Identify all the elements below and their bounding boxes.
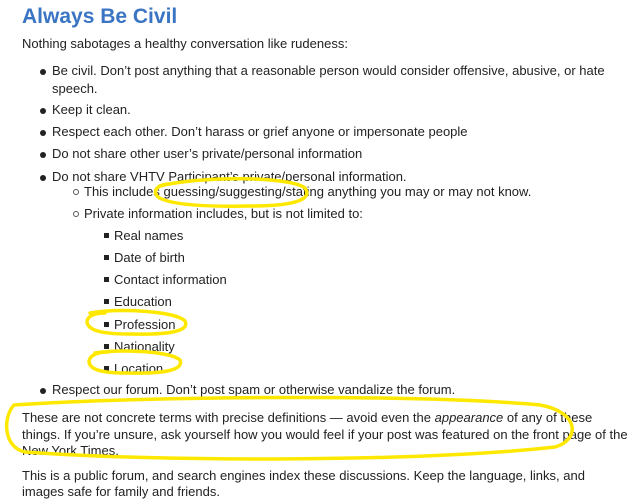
private-item-contact: Contact information	[114, 272, 227, 287]
square-bullet-marker	[104, 344, 109, 349]
rule-be-civil-cont: speech.	[52, 81, 98, 96]
rule-be-civil: Be civil. Don’t post anything that a reasonable person would consider offensive, abusive, or hate	[52, 63, 605, 78]
sub-rule-includes-post: anything you may or may not know.	[323, 184, 532, 199]
sub-bullet-marker	[73, 189, 79, 195]
square-bullet-marker	[104, 322, 109, 327]
closing-emphasis: appearance	[434, 410, 504, 425]
footer-line-1: This is a public forum, and search engines index these discussions. Keep the language, links, and	[22, 468, 585, 483]
rule-keep-clean: Keep it clean.	[52, 102, 131, 117]
bullet-marker	[40, 69, 46, 75]
sub-rule-private-info: Private information includes, but is not limited to:	[84, 206, 363, 221]
highlighted-phrase: guessing/suggesting/stating	[163, 184, 324, 199]
private-item-education: Education	[114, 294, 172, 309]
square-bullet-marker	[104, 277, 109, 282]
bullet-marker	[40, 388, 46, 394]
private-item-real-names: Real names	[114, 228, 184, 243]
intro-text: Nothing sabotages a healthy conversation like rudeness:	[22, 36, 348, 51]
square-bullet-marker	[104, 233, 109, 238]
sub-bullet-marker	[73, 211, 79, 217]
bullet-marker	[40, 175, 46, 181]
square-bullet-marker	[104, 255, 109, 260]
sub-rule-includes-pre: This includes	[84, 184, 164, 199]
rule-no-share-private: Do not share other user’s private/personal information	[52, 146, 363, 161]
square-bullet-marker	[104, 299, 109, 304]
bullet-marker	[40, 130, 46, 136]
bullet-marker	[40, 152, 46, 158]
sub-rule-includes	[84, 184, 531, 200]
bullet-marker	[40, 108, 46, 114]
closing-line-3: New York Times.	[22, 443, 119, 458]
page-title: Always Be Civil	[22, 5, 178, 28]
footer-line-2: images safe for family and friends.	[22, 484, 220, 499]
rule-respect-forum: Respect our forum. Don’t post spam or otherwise vandalize the forum.	[52, 382, 456, 397]
private-item-dob: Date of birth	[114, 250, 185, 265]
closing-line-1-post: of any of these	[503, 410, 593, 425]
closing-line-1	[22, 410, 592, 426]
rule-respect: Respect each other. Don’t harass or grief anyone or impersonate people	[52, 124, 468, 139]
private-item-nationality: Nationality	[114, 339, 175, 354]
closing-line-1-pre: These are not concrete terms with precise definitions — avoid even the	[22, 410, 435, 425]
rule-no-share-vhtv: Do not share VHTV Participant’s private/personal information.	[52, 169, 407, 184]
private-item-profession: Profession	[114, 317, 176, 332]
closing-line-2: things. If you’re unsure, ask yourself how you would feel if your post was featured on the front page of the	[22, 427, 628, 442]
square-bullet-marker	[104, 366, 109, 371]
private-item-location: Location	[114, 361, 164, 376]
